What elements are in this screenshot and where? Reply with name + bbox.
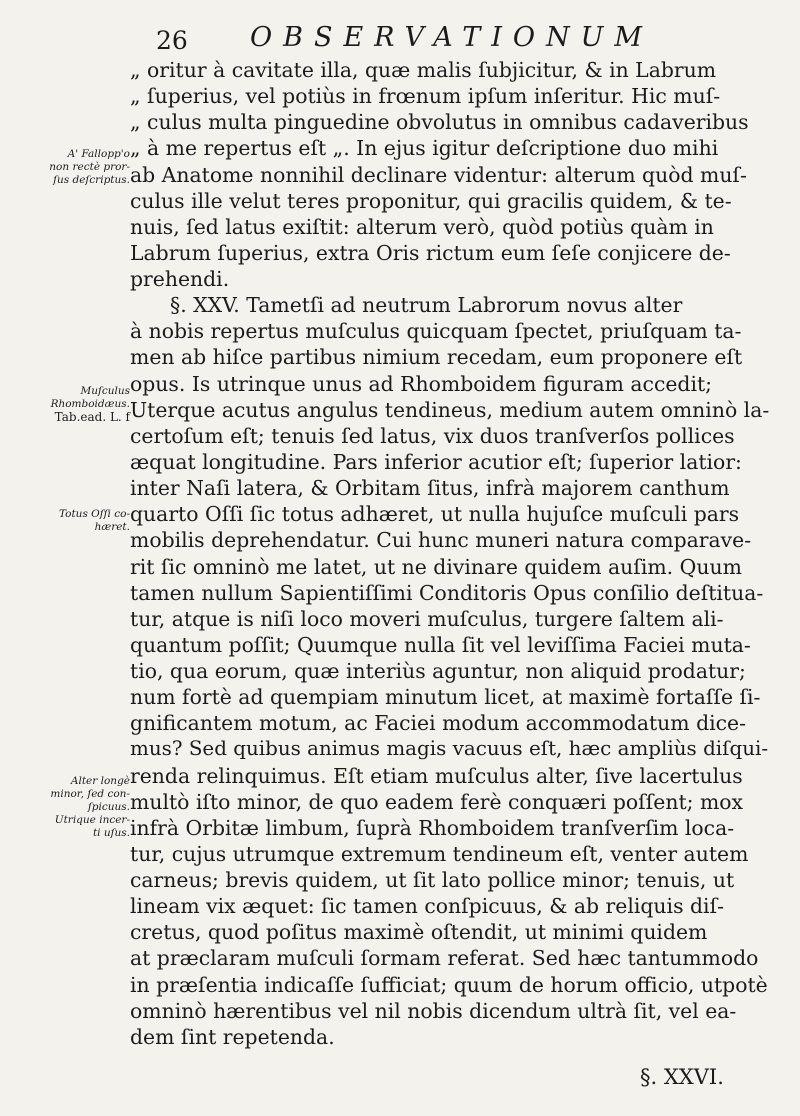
catchword: §. XXVI. (640, 1065, 724, 1089)
text-line: à nobis repertus muſculus quicquam ſpectet, priuſquam ta- (130, 319, 742, 344)
text-line: lineam vix æquet: ſic tamen conſpicuus, & ab reliquis diſ- (130, 894, 724, 919)
text-line: infrà Orbitæ limbum, ſuprà Rhomboidem tranſverſim loca- (130, 815, 735, 840)
margin-note-line: Totus Oſſi co- (58, 508, 130, 520)
text-line: inter Naſi latera, & Orbitam ſitus, infrà majorem canthum (130, 476, 730, 501)
margin-note-line: Alter longè (70, 775, 130, 787)
margin-note-line: Utrique incer- (54, 814, 130, 826)
text-line: omninò hærentibus vel nil nobis dicendum ultrà ſit, vel ea- (130, 998, 737, 1023)
text-line: nuis, ſed latus exiſtit: alterum verò, quòd potiùs quàm in (130, 214, 714, 239)
margin-note-line: hæret. (94, 521, 130, 533)
text-line: in præſentia indicaſſe ſufficiat; quum de horum officio, utpotè (130, 972, 768, 997)
text-line: renda relinquimus. Eſt etiam muſculus alter, ſive lacertulus (130, 763, 743, 788)
text-line: „ oritur à cavitate illa, quæ malis ſubjicitur, & in Labrum (130, 58, 717, 82)
margin-note-totus (30, 508, 130, 534)
text-line: tamen nullum Sapientiſſimi Conditoris Opus conſilio deſtitua- (130, 580, 764, 605)
text-line: „ ſuperius, vel potiùs in frœnum ipſum inſeritur. Hic muſ- (130, 84, 721, 109)
margin-note-line: Muſculus (80, 385, 130, 397)
margin-note-line: Tab.ead. L. f (54, 410, 130, 424)
text-line: culus ille velut teres proponitur, qui gracilis quidem, & te- (130, 188, 732, 213)
text-line: gnificantem motum, ac Faciei modum accommodatum dice- (130, 711, 746, 736)
text-line: carneus; brevis quidem, ut ſit lato pollice minor; tenuis, ut (130, 868, 735, 893)
margin-note-line: Rhomboidæus. (50, 398, 130, 410)
text-line: dem ſint repetenda. (130, 1024, 335, 1049)
margin-note-line: minor, ſed con- (50, 788, 130, 800)
text-line: cretus, quod poſitus maximè oſtendit, ut minimi quidem (130, 920, 708, 945)
margin-note-alter (30, 775, 130, 840)
text-line: certoſum eſt; tenuis ſed latus, vix duos tranſverſos pollices (130, 423, 735, 448)
text-line: multò iſto minor, de quo eadem ferè conquæri poſſent; mox (130, 789, 744, 814)
page-header (0, 22, 800, 62)
text-line: tur, atque is niſi loco moveri muſculus, turgere ſaltem ali- (130, 606, 724, 631)
section-heading-line: §. XXV. Tametſi ad neutrum Labrorum novus alter (170, 293, 683, 318)
text-line: opus. Is utrinque unus ad Rhomboidem figuram accedit; (130, 371, 713, 396)
margin-note-line: non rectè pror- (49, 161, 130, 173)
text-line: quarto Oſſi ſic totus adhæret, ut nulla hujuſce muſculi pars (130, 502, 740, 527)
text-line: rit ſic omninò me latet, ut ne divinare quidem auſim. Quum (130, 554, 742, 579)
text-line: mobilis deprehendatur. Cui hunc muneri natura comparave- (130, 528, 752, 553)
text-line: men ab hiſce partibus nimium recedam, eum proponere eſt (130, 345, 743, 370)
running-head: OBSERVATIONUM (250, 22, 654, 53)
text-line: æquat longitudine. Pars inferior acutior eſt; ſuperior latior: (130, 449, 742, 474)
text-line: num fortè ad quempiam minutum licet, at maximè fortaſſe ſi- (130, 685, 761, 710)
text-line: tur, cujus utrumque extremum tendineum eſt, venter autem (130, 841, 749, 866)
show-through-shadow (60, 90, 120, 150)
text-line: ab Anatome nonnihil declinare videntur: alterum quòd muſ- (130, 162, 747, 187)
text-line: Labrum ſuperius, extra Oris rictum eum ſeſe conjicere de- (130, 240, 731, 265)
text-line: at præclaram muſculi ſormam referat. Sed hæc tantummodo (130, 946, 759, 971)
margin-note-line: A' Fallopp'o (67, 148, 130, 160)
margin-note-line: ſus deſcriptus. (53, 174, 130, 186)
margin-note-line: ſpicuus. (87, 801, 130, 813)
text-line: „ culus multa pinguedine obvolutus in omnibus cadaveribus (130, 110, 749, 135)
text-line: „ à me repertus eſt „. In ejus igitur deſcriptione duo mihi (130, 136, 719, 161)
text-line: quantum poſſit; Quumque nulla ſit vel leviſſima Faciei muta- (130, 632, 751, 657)
margin-note-line: ti uſus. (92, 827, 130, 839)
text-line: tio, qua eorum, quæ interiùs aguntur, non aliquid prodatur; (130, 659, 746, 684)
text-line: mus? Sed quibus animus magis vacuus eſt, hæc ampliùs diſqui- (130, 737, 769, 761)
margin-note-rhomboidaeus (30, 385, 130, 424)
page-number: 26 (156, 26, 188, 55)
margin-note-fallopio (30, 148, 130, 187)
text-line: Uterque acutus angulus tendineus, medium autem omninò la- (130, 397, 770, 422)
text-line: prehendi. (130, 267, 230, 292)
